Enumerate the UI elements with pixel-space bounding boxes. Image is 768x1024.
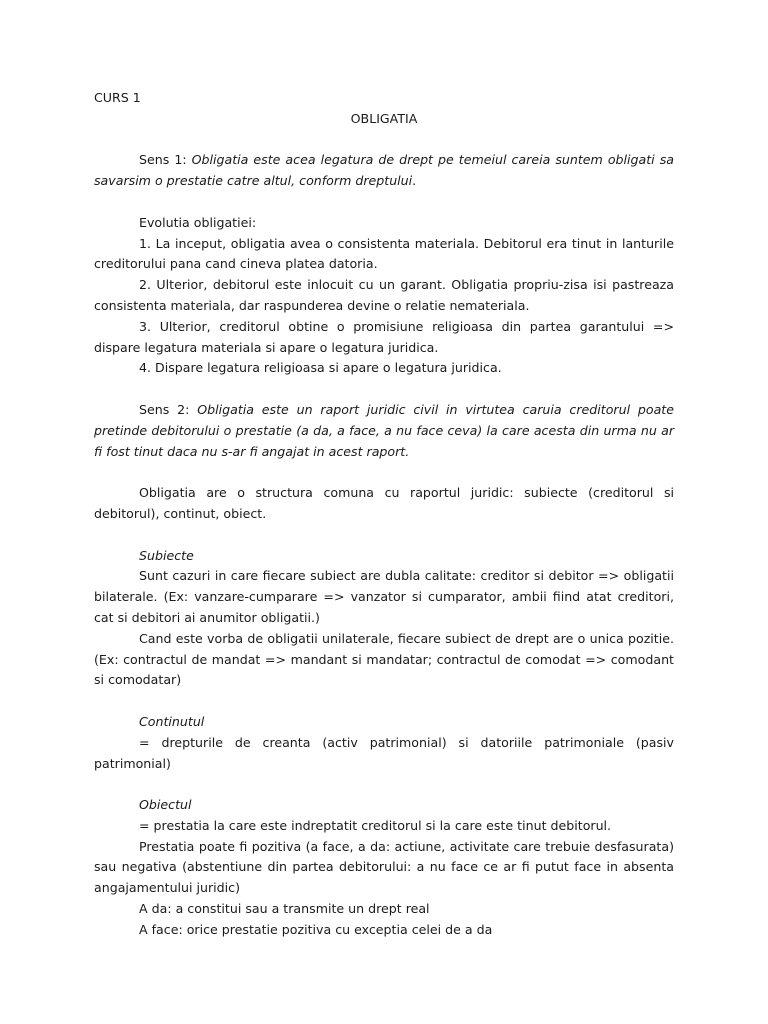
- obiectul-paragraph-1: = prestatia la care este indreptatit creditorul si la care este tinut debitorul.: [139, 817, 612, 833]
- structura-paragraph: Obligatia are o structura comuna cu raportul juridic: subiecte (creditorul si debitorul), continut, obiect.: [94, 485, 674, 521]
- evolutie-heading: Evolutia obligatiei:: [139, 214, 257, 230]
- document-title: OBLIGATIA: [350, 110, 418, 126]
- subiecte-paragraph-2: Cand este vorba de obligatii unilaterale, fiecare subiect de drept are o unica pozitie. (Ex: contractul de mandat => mandant si mandatar; contractul de comodat => comodant si comodatar): [94, 630, 674, 688]
- course-label: CURS 1: [94, 90, 141, 105]
- evolutie-item-3: 3. Ulterior, creditorul obtine o promisiune religioasa din partea garantului => dispare legatura materiala si apare o legatura juridica.: [94, 318, 674, 355]
- evolutie-item-2: 2. Ulterior, debitorul este inlocuit cu un garant. Obligatia propriu-zisa isi pastreaza consistenta materiala, dar raspunderea devine o relatie nemateriala.: [94, 277, 674, 313]
- subiecte-heading: Subiecte: [139, 547, 194, 563]
- sens2-paragraph: [94, 400, 674, 462]
- continutul-paragraph: = drepturile de creanta (activ patrimonial) si datoriile patrimoniale (pasiv patrimonial): [94, 734, 674, 771]
- obiectul-paragraph-2: Prestatia poate fi pozitiva (a face, a da: actiune, activitate care trebuie desfasurata) sau negativa (abstentiune din partea debitorului: a nu face ce ar fi putut face in absenta angajamentului juridic): [94, 838, 674, 896]
- continutul-heading: Continutul: [139, 713, 205, 729]
- sens2-text: Obligatia este un raport juridic civil in virtutea caruia creditorul poate pretinde debitorului o prestatie (a da, a face, a nu face ceva) la care acesta din urma nu ar fi fost tinut daca nu s-ar fi angajat in acest raport.: [94, 401, 674, 459]
- subiecte-paragraph-1: Sunt cazuri in care fiecare subiect are dubla calitate: creditor si debitor => obligatii bilaterale. (Ex: vanzare-cumparare => vanzator si cumparator, ambii fiind atat creditori, cat si debitori ai anumitor obligatii.): [94, 568, 674, 625]
- obiectul-paragraph-4: A face: orice prestatie pozitiva cu exceptia celei de a da: [139, 921, 493, 937]
- evolutie-item-4: 4. Dispare legatura religioasa si apare o legatura juridica.: [139, 360, 502, 376]
- sens2-label: Sens 2:: [139, 401, 190, 417]
- obiectul-paragraph-3: A da: a constitui sau a transmite un drept real: [139, 901, 430, 917]
- sens1-text: Obligatia este acea legatura de drept pe temeiul careia suntem obligati sa savarsim o prestatie catre altul, conform dreptului: [94, 152, 674, 189]
- evolutie-item-1: 1. La inceput, obligatia avea o consistenta materiala. Debitorul era tinut in lanturile creditorului pana cand cineva platea datoria.: [94, 235, 674, 272]
- sens1-paragraph: Sens 1: Obligatia este acea legatura de drept pe temeiul careia suntem obligati sa savarsim o prestatie catre altul, conform dreptului.: [94, 152, 674, 189]
- obiectul-heading: Obiectul: [139, 797, 192, 813]
- sens1-label: Sens 1:: [139, 152, 187, 168]
- document-body: [94, 88, 674, 941]
